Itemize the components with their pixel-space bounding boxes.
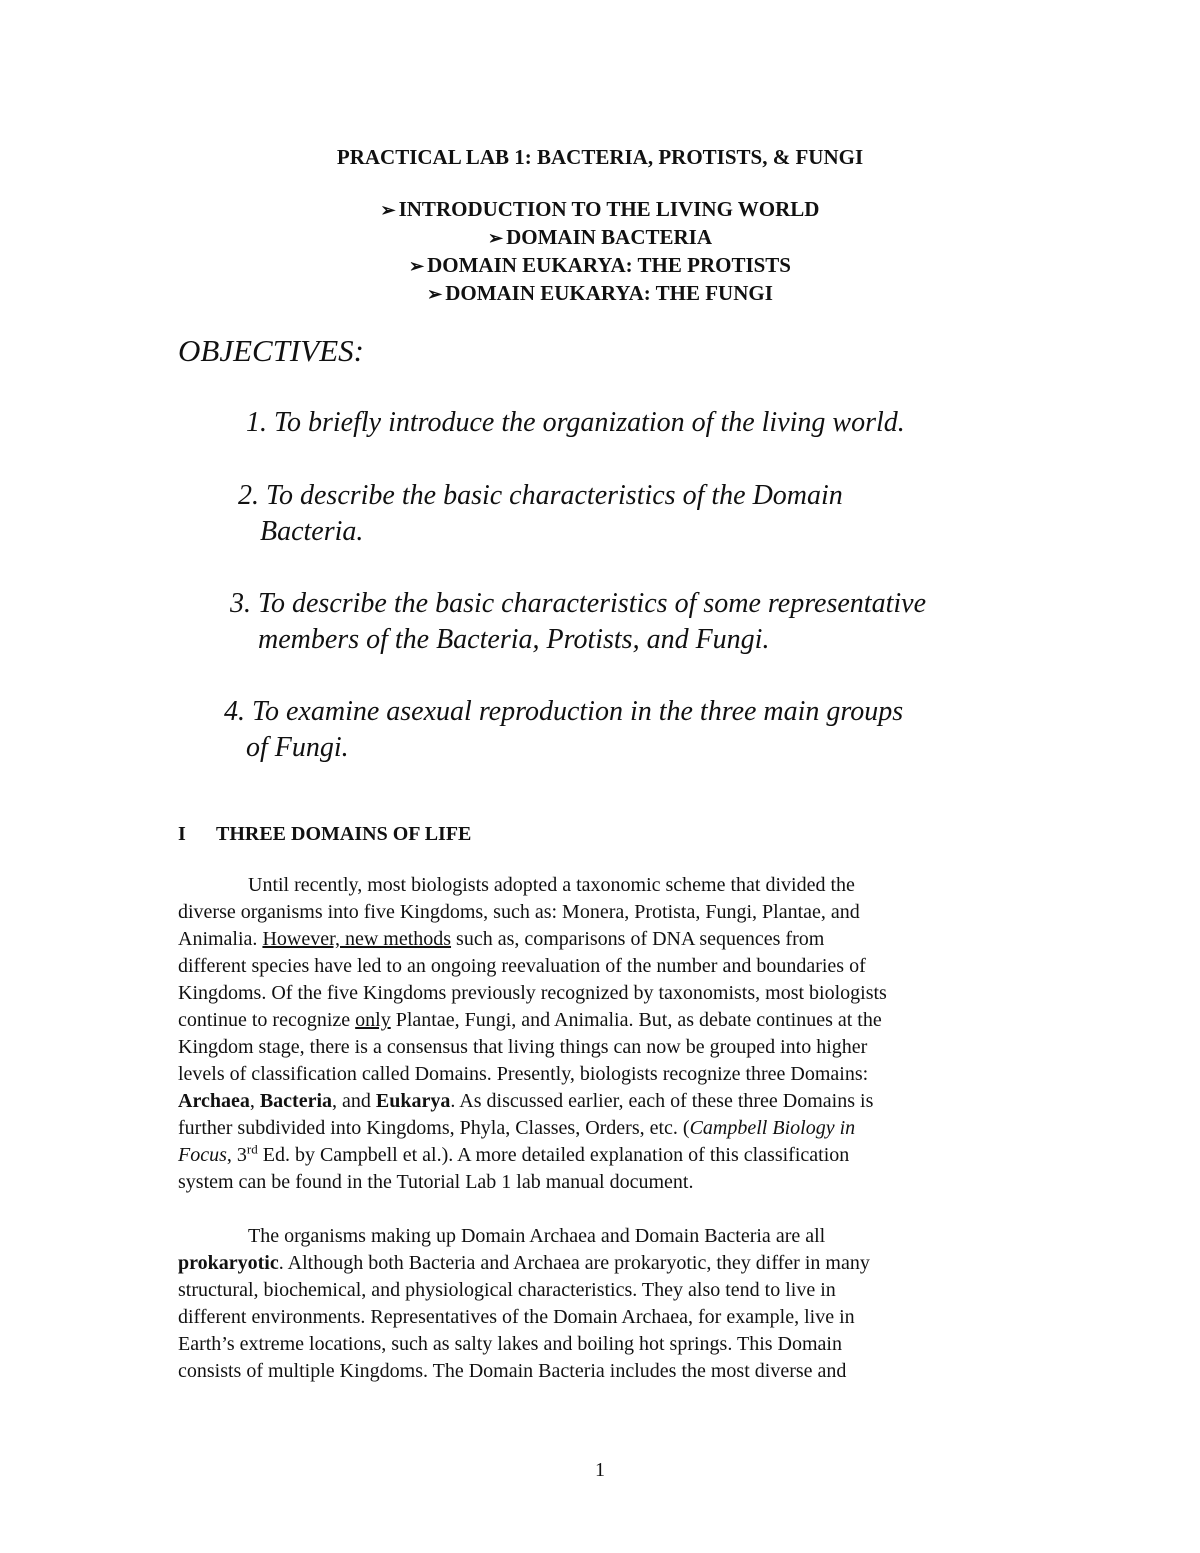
arrow-bullet-icon: ➢ xyxy=(487,228,504,248)
arrow-bullet-icon: ➢ xyxy=(408,256,425,276)
arrow-bullet-icon: ➢ xyxy=(380,200,396,220)
topic-item: ➢ DOMAIN EUKARYA: THE FUNGI xyxy=(427,281,773,305)
objectives-heading: OBJECTIVES: xyxy=(178,333,364,368)
objective-item: 1. To briefly introduce the organization of the living world. xyxy=(246,407,905,438)
topic-item: ➢ DOMAIN BACTERIA xyxy=(487,225,713,249)
section-heading xyxy=(178,820,471,848)
document-title: PRACTICAL LAB 1: BACTERIA, PROTISTS, & FUNGI xyxy=(336,145,864,169)
body-paragraph: The organisms making up Domain Archaea and Domain Bacteria are all prokaryotic. Although both Bacteria and Archaea are prokaryotic, they differ in many structural, biochemical, and physiological characteristics. They also tend to live in different environments. Representatives of the Domain Archaea, for example, live in Earth’s extreme locations, such as salty lakes and boiling hot springs. This Domain consists of multiple Kingdoms. The Domain Bacteria includes the most diverse and xyxy=(178,1225,870,1382)
section-number: I xyxy=(178,823,186,845)
page-number: 1 xyxy=(595,1459,605,1481)
body-paragraph: Until recently, most biologists adopted a taxonomic scheme that divided the diverse organisms into five Kingdoms, such as: Monera, Protista, Fungi, Plantae, and Animalia. However, new methods such as, comparisons of DNA sequences from different species have led to an ongoing reevaluation of the number and boundaries of Kingdoms. Of the five Kingdoms previously recognized by taxonomists, most biologists continue to recognize only Plantae, Fungi, and Animalia. But, as debate continues at the Kingdom stage, there is a consensus that living things can now be grouped into higher levels of classification called Domains. Presently, biologists recognize three Domains: Archaea, Bacteria, and Eukarya. As discussed earlier, each of these three Domains is further subdivided into Kingdoms, Phyla, Classes, Orders, etc. (Campbell Biology in Focus, 3rd Ed. by Campbell et al.). A more detailed explanation of this classification system can be found in the Tutorial Lab 1 lab manual document. xyxy=(178,874,887,1193)
objective-item: 3. To describe the basic characteristics of some representative members of the Bacteria, Protists, and Fungi. xyxy=(230,588,926,655)
arrow-bullet-icon: ➢ xyxy=(427,284,443,304)
topic-item: ➢ INTRODUCTION TO THE LIVING WORLD xyxy=(380,197,820,221)
objective-item: 4. To examine asexual reproduction in the three main groups of Fungi. xyxy=(224,696,904,763)
topic-item: ➢ DOMAIN EUKARYA: THE PROTISTS xyxy=(408,253,791,277)
section-title: THREE DOMAINS OF LIFE xyxy=(216,823,472,845)
topic-list xyxy=(0,196,1200,308)
objective-item: 2. To describe the basic characteristics of the Domain Bacteria. xyxy=(238,480,843,547)
